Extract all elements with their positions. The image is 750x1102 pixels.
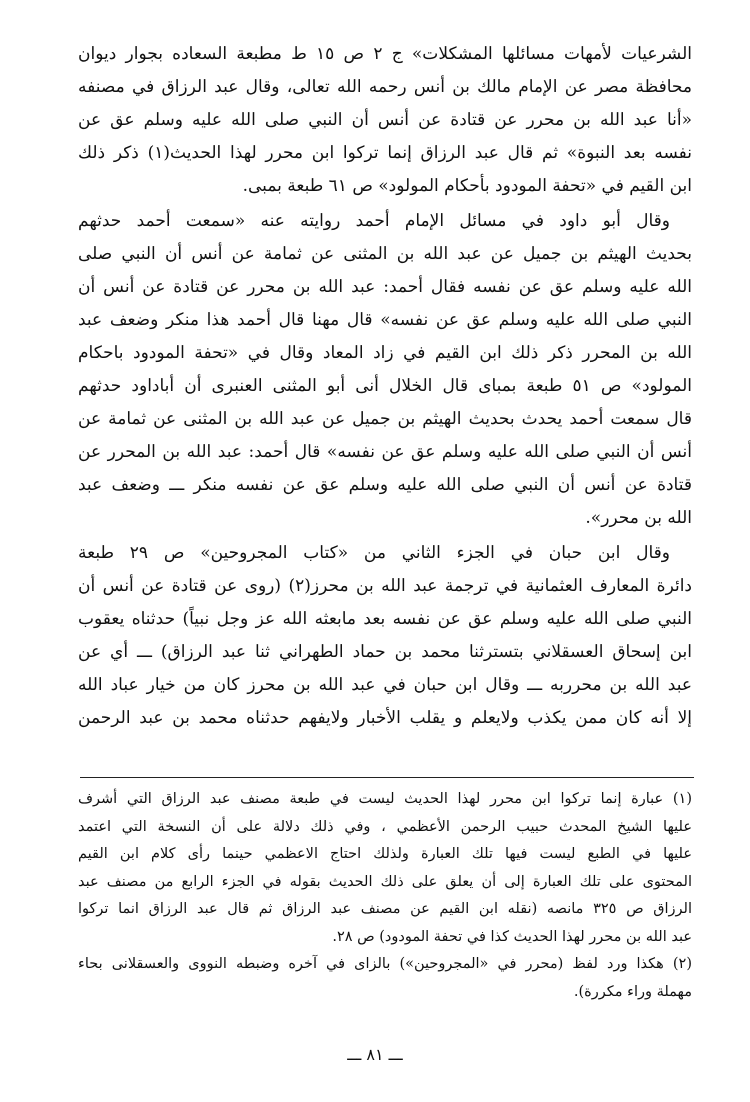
paragraph-2 bbox=[78, 205, 692, 535]
text-line: الشرعيات لأمهات مسائلها المشكلات» ج ٢ ص ١٥ ط مطبعة السعاده بجوار ديوان bbox=[78, 44, 692, 64]
footnote-line: الرزاق ص ٣٢٥ مانصه (نقله ابن القيم عن مصنف عبد الرزاق ثم قال عبد الرزاق انما تركوا bbox=[78, 901, 692, 917]
text-line: ابن القيم في «تحفة المودود بأحكام المولود» ص ٦١ طبعة بمبى. bbox=[242, 176, 692, 196]
text-line: «أنا عبد الله بن محرر عن قتادة عن أنس أن النبي صلى الله عليه وسلم عق عن bbox=[78, 110, 692, 130]
footnote-1 bbox=[78, 786, 692, 951]
paragraph-3 bbox=[78, 537, 692, 735]
text-line: النبي صلى الله عليه وسلم عق عن نفسه بعد مابعثه الله عز وجل نبياً) حدثناه يعقوب bbox=[78, 609, 692, 629]
text-line: دائرة المعارف العثمانية في ترجمة عبد الله بن محرز(٢) (روى عن قتادة عن أنس أن bbox=[78, 576, 692, 596]
footnote-2 bbox=[78, 951, 692, 1006]
text-line: عبد الله بن محرربه ـــ وقال ابن حبان في عبد الله بن محرز كان من خيار عباد الله bbox=[78, 675, 692, 695]
text-line: نفسه بعد النبوة» ثم قال عبد الرزاق إنما تركوا ابن محرر لهذا الحديث(١) ذكر ذلك bbox=[78, 143, 692, 163]
text-line: وقال ابن حبان في الجزء الثاني من «كتاب المجروحين» ص ٢٩ طبعة bbox=[78, 543, 670, 563]
text-line: محافظة مصر عن الإمام مالك بن أنس رحمه الله تعالى، وقال عبد الرزاق في مصنفه bbox=[78, 77, 692, 97]
footnote-line: عليها الشيخ المحدث حبيب الرحمن الأعظمي ، وفي ذلك دلالة على أن النسخة التي اعتمد bbox=[78, 818, 692, 835]
text-line: النبي صلى الله عليه وسلم عق عن نفسه» قال مهنا قال أحمد هذا منكر وضعف عبد bbox=[78, 310, 692, 330]
footnote-line: مهملة وراء مكررة). bbox=[573, 983, 692, 1000]
text-line: الله بن المحرر ذكر ذلك ابن القيم في زاد المعاد وقال في «تحفة المودود باحكام bbox=[78, 343, 692, 363]
text-line: ابن إسحاق العسقلاني بتسترثنا محمد بن حماد الطهراني ثنا عبد الرزاق) ـــ أي عن bbox=[78, 642, 692, 662]
text-line: وقال أبو داود في مسائل الإمام أحمد روايته عنه «سمعت أحمد حدثهم bbox=[78, 211, 670, 231]
footnotes bbox=[78, 786, 692, 1006]
main-text bbox=[78, 38, 692, 735]
footnote-line: عليها في الطبع ليست فيها تلك العبارة ولذلك احتاج الاعظمي حينما رأى كلام ابن القيم bbox=[78, 846, 692, 862]
text-line: الله عليه وسلم عق عن نفسه فقال أحمد: عبد الله بن محرر عن قتادة عن أنس أن bbox=[78, 277, 692, 297]
footnote-line: عبد الله بن محرر لهذا الحديث كذا في تحفة المودود) ص ٢٨. bbox=[332, 928, 692, 945]
text-line: قتادة عن أنس أن النبي صلى الله عليه وسلم عق عن نفسه منكر ـــ وضعف عبد bbox=[78, 475, 692, 495]
page-number: ـــ ٨١ ـــ bbox=[347, 1045, 403, 1064]
text-line: قال سمعت أحمد يحدث بحديث الهيثم بن جميل عن عبد الله بن المثنى عن ثمامة عن bbox=[78, 409, 692, 429]
text-line: إلا أنه كان ممن يكذب ولايعلم و يقلب الأخبار ولايفهم حدثناه محمد بن عبد الرحمن bbox=[78, 708, 692, 728]
footnote-divider bbox=[80, 777, 694, 778]
text-line: المولود» ص ٥١ طبعة بمباى قال الخلال أنى أبو المثنى العنبرى أن أباداود حدثهم bbox=[78, 376, 692, 396]
footnote-line: المحتوى على تلك العبارة إلى أن يعلق على ذلك الحديث بقوله في الجزء الرابع من مصنف عبد bbox=[78, 873, 692, 890]
footnote-line: (١) عبارة إنما تركوا ابن محرر لهذا الحديث ليست في طبعة مصنف عبد الرزاق التي أشرف bbox=[78, 791, 692, 807]
footnote-line: (٢) هكذا ورد لفظ (محرر في «المجروحين») بالزاى في آخره وضبطه النووى والعسقلانى بحاء bbox=[78, 956, 692, 972]
text-line: الله بن محرر». bbox=[585, 508, 692, 528]
text-line: بحديث الهيثم بن جميل عن عبد الله بن المثنى عن ثمامة عن أنس أن النبي صلى bbox=[78, 244, 692, 264]
paragraph-1 bbox=[78, 38, 692, 203]
text-line: أنس أن النبي صلى الله عليه وسلم عق عن نفسه» قال أحمد: عبد الله بن المحرر عن bbox=[78, 442, 692, 462]
